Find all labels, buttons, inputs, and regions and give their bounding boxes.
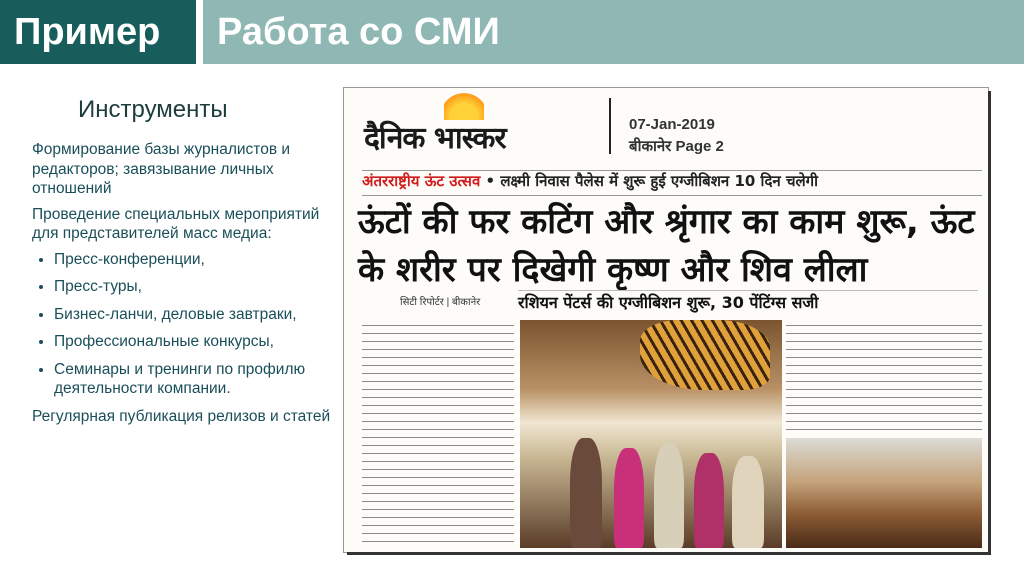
newspaper-clipping: [344, 88, 988, 552]
paragraph-1: Формирование базы журналистов и редакторов; завязывание личных отношений: [32, 141, 291, 197]
list-item: • Семинары и тренинги по профилю деятельности компании.: [54, 360, 332, 399]
list-item: • Пресс-туры,: [54, 277, 332, 297]
article-column-left: [362, 320, 514, 542]
person-figure: [694, 453, 724, 548]
list-item: • Пресс-конференции,: [54, 250, 332, 270]
newspaper-page: बीकानेर Page 2: [629, 138, 724, 155]
camel-photo: [786, 438, 982, 548]
newspaper-subheadline: रशियन पेंटर्स की एग्जीबिशन शुरू, 30 पेंटिंग्स सजी: [518, 290, 978, 313]
header-example-label: Пример: [14, 10, 161, 53]
paragraph-2: Проведение специальных мероприятий для представителей масс медиа:: [32, 205, 320, 242]
person-figure: [732, 456, 764, 548]
newspaper-byline: सिटी रिपोर्टर | बीकानेर: [400, 297, 481, 308]
paragraph-3: Регулярная публикация релизов и статей: [32, 407, 331, 425]
article-column-right: [786, 320, 982, 432]
event-list: [32, 250, 332, 399]
newspaper-strapline: [362, 170, 982, 196]
strapline-black: • लक्ष्मी निवास पैलेस में शुरू हुई एग्जीबिशन 10 दिन चलेगी: [480, 172, 818, 190]
masthead-divider: [609, 98, 611, 154]
person-figure: [570, 438, 602, 548]
person-figure: [654, 443, 684, 548]
list-item: • Профессиональные конкурсы,: [54, 332, 332, 352]
header-title: [203, 0, 1024, 64]
newspaper-masthead: दैनिक भास्कर: [364, 121, 506, 156]
strapline-red: अंतरराष्ट्रीय ऊंट उत्सव: [362, 172, 481, 190]
tiger-skin-painting: [640, 320, 770, 390]
list-item: • Бизнес-ланчи, деловые завтраки,: [54, 305, 332, 325]
header-title-label: Работа со СМИ: [217, 10, 500, 53]
newspaper-headline: ऊंटों की फर कटिंग और श्रृंगार का काम शुरू, ऊंट के शरीर पर दिखेगी कृष्ण और शिव लीला: [358, 202, 975, 290]
content-text: [32, 140, 332, 432]
person-figure: [614, 448, 644, 548]
header-example: [0, 0, 196, 64]
section-subtitle: Инструменты: [78, 96, 228, 123]
newspaper-date: 07-Jan-2019: [629, 116, 715, 133]
